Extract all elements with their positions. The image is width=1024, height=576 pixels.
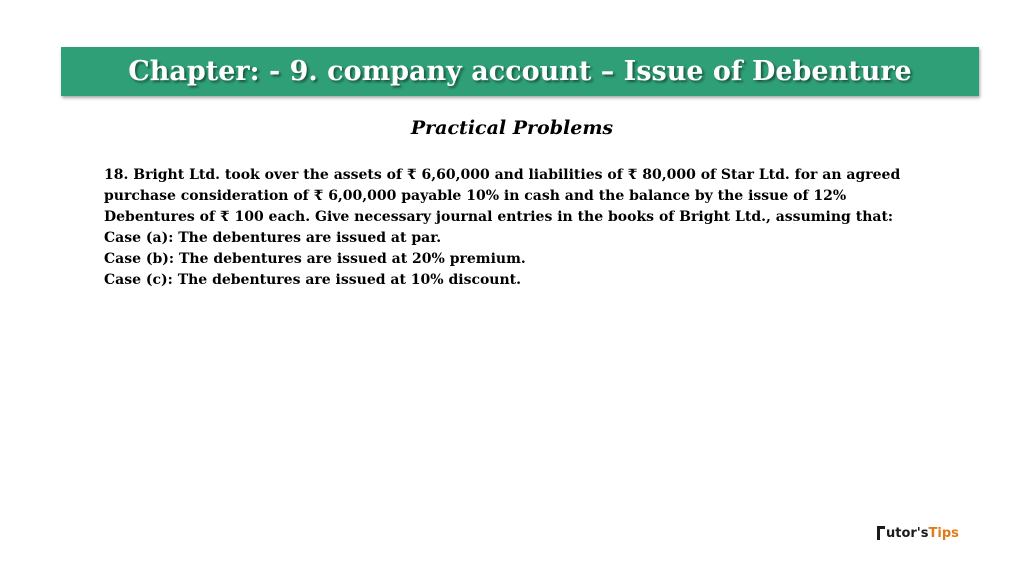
problem-line: Debentures of ₹ 100 each. Give necessary journal entries in the books of Bright Ltd., assuming that:	[104, 209, 894, 225]
section-subtitle: Practical Problems	[410, 117, 614, 139]
problem-line: purchase consideration of ₹ 6,00,000 payable 10% in cash and the balance by the issue of 12%	[104, 188, 847, 204]
case-b-line: Case (b): The debentures are issued at 20% premium.	[104, 251, 526, 267]
chapter-title: Chapter: - 9. company account – Issue of Debenture	[128, 56, 912, 87]
case-c-line: Case (c): The debentures are issued at 10% discount.	[104, 272, 522, 288]
logo-text-main: utor's	[886, 526, 929, 541]
logo-text-accent: Tips	[928, 526, 959, 541]
logo-t-icon	[877, 526, 885, 540]
tutors-tips-logo	[877, 526, 959, 541]
problem-line: 18. Bright Ltd. took over the assets of ₹ 6,60,000 and liabilities of ₹ 80,000 of Star Ltd. for an agreed	[104, 167, 901, 183]
problem-statement	[104, 165, 934, 291]
case-a-line: Case (a): The debentures are issued at par.	[104, 230, 442, 246]
chapter-banner	[61, 47, 979, 96]
